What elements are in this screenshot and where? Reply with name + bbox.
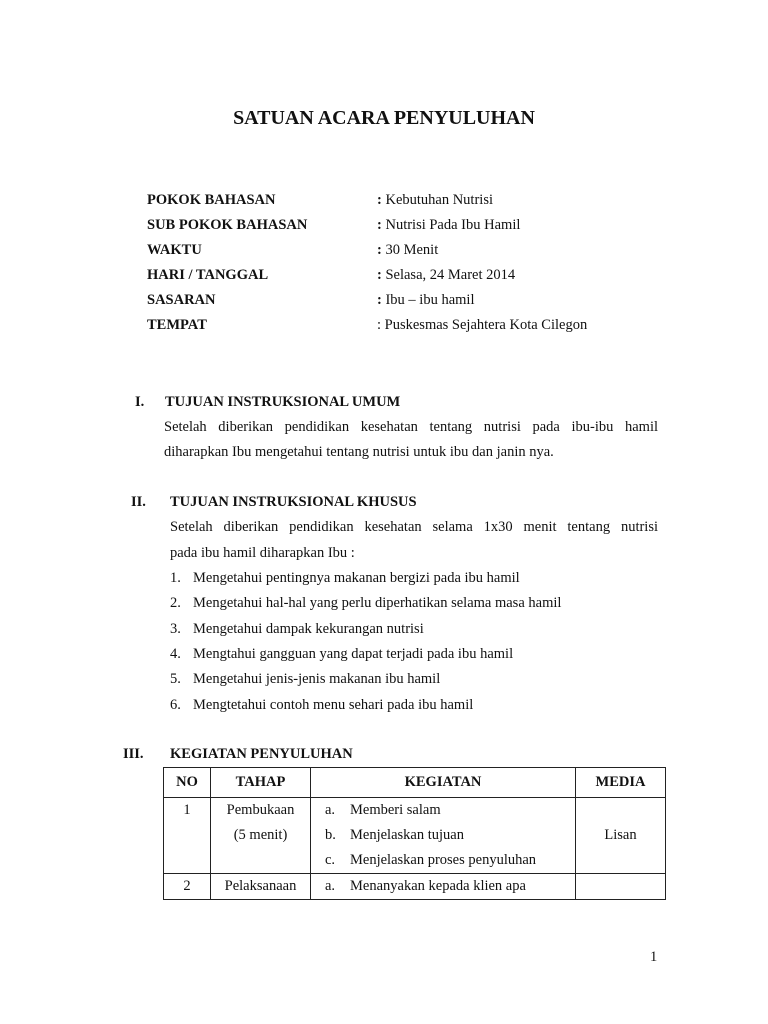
section-1-text: Setelah diberikan pendidikan kesehatan tentang nutrisi pada ibu-ibu hamil <box>164 419 658 435</box>
info-value: Selasa, 24 Maret 2014 <box>385 267 516 283</box>
objective-item: Mengetahui hal-hal yang perlu diperhatikan selama masa hamil <box>193 595 562 612</box>
info-value: 30 Menit <box>385 242 439 258</box>
no-text: 2 <box>183 878 191 894</box>
info-value: Nutrisi Pada Ibu Hamil <box>385 217 521 233</box>
table-row <box>164 874 666 900</box>
section-2-text: Setelah diberikan pendidikan kesehatan selama 1x30 menit tentang nutrisi <box>170 519 658 535</box>
info-value: Ibu – ibu hamil <box>385 292 475 308</box>
item-text: Menanyakan kepada klien apa <box>350 878 526 894</box>
objective-item: Mengetahui pentingnya makanan bergizi pada ibu hamil <box>193 570 520 586</box>
cell-media <box>576 874 666 900</box>
item-letter: a. <box>325 878 336 894</box>
section-3-number: III. <box>123 746 144 762</box>
header-media: MEDIA <box>576 768 666 798</box>
tahap-text: Pembukaan <box>226 802 295 818</box>
info-value-row <box>377 241 438 259</box>
cell-media: Lisan <box>576 798 666 874</box>
header-kegiatan: KEGIATAN <box>311 768 576 798</box>
cell-kegiatan <box>311 874 576 900</box>
info-value-row <box>377 191 493 209</box>
colon: : <box>377 292 382 308</box>
objective-number: 1. <box>170 570 181 586</box>
info-label: WAKTU <box>147 242 202 258</box>
item-letter: b. <box>325 827 336 843</box>
section-2-text: pada ibu hamil diharapkan Ibu : <box>170 545 355 561</box>
cell-kegiatan <box>311 798 576 874</box>
page-title: SATUAN ACARA PENYULUHAN <box>233 107 535 129</box>
objective-number: 4. <box>170 645 181 662</box>
kegiatan-item <box>311 848 575 873</box>
section-1-text: diharapkan Ibu mengetahui tentang nutrisi untuk ibu dan janin nya. <box>164 444 554 460</box>
item-letter: c. <box>325 852 336 868</box>
page-number: 1 <box>650 949 658 965</box>
header-no: NO <box>164 768 211 798</box>
table-row <box>164 798 666 874</box>
section-2-number: II. <box>131 494 146 510</box>
objective-number: 6. <box>170 696 181 713</box>
info-label: HARI / TANGGAL <box>147 267 269 283</box>
objective-item: Mengetahui jenis-jenis makanan ibu hamil <box>193 671 441 688</box>
objective-number: 5. <box>170 671 181 688</box>
tahap-text: Pelaksanaan <box>224 878 297 894</box>
objective-number: 2. <box>170 595 181 612</box>
colon: : <box>377 267 382 283</box>
section-1-heading: TUJUAN INSTRUKSIONAL UMUM <box>165 394 401 410</box>
item-text: Menjelaskan tujuan <box>350 827 464 843</box>
kegiatan-item <box>311 823 575 848</box>
section-2-heading: TUJUAN INSTRUKSIONAL KHUSUS <box>170 494 417 510</box>
info-label: POKOK BAHASAN <box>147 192 276 208</box>
info-value: Kebutuhan Nutrisi <box>385 192 493 208</box>
header-tahap: TAHAP <box>211 768 311 798</box>
tahap-duration: (5 menit) <box>233 827 288 843</box>
info-value-row <box>377 316 587 334</box>
objective-number: 3. <box>170 620 181 637</box>
colon: : <box>377 217 382 233</box>
info-value-row <box>377 266 515 284</box>
info-value: Puskesmas Sejahtera Kota Cilegon <box>384 317 588 333</box>
item-letter: a. <box>325 802 336 818</box>
objective-item: Mengtetahui contoh menu sehari pada ibu hamil <box>193 696 474 713</box>
kegiatan-item <box>311 798 575 823</box>
cell-tahap <box>211 874 311 900</box>
table-header-row <box>164 768 666 798</box>
cell-no <box>164 874 211 900</box>
colon: : <box>377 192 382 208</box>
info-value-row <box>377 216 520 234</box>
info-value-row <box>377 291 474 309</box>
section-3-heading: KEGIATAN PENYULUHAN <box>170 746 353 762</box>
info-label: SASARAN <box>147 292 216 308</box>
item-text: Memberi salam <box>350 802 441 818</box>
cell-tahap <box>211 798 311 874</box>
info-label: SUB POKOK BAHASAN <box>147 217 308 233</box>
info-label: TEMPAT <box>147 317 207 333</box>
kegiatan-item <box>311 874 575 899</box>
cell-no <box>164 798 211 874</box>
colon: : <box>377 242 382 258</box>
objective-item: Mengtahui gangguan yang dapat terjadi pada ibu hamil <box>193 645 514 662</box>
item-text: Menjelaskan proses penyuluhan <box>350 852 537 868</box>
no-text: 1 <box>183 802 191 818</box>
colon: : <box>377 317 382 333</box>
objective-item: Mengetahui dampak kekurangan nutrisi <box>193 620 424 637</box>
section-1-number: I. <box>135 394 145 410</box>
activity-table <box>163 767 666 900</box>
